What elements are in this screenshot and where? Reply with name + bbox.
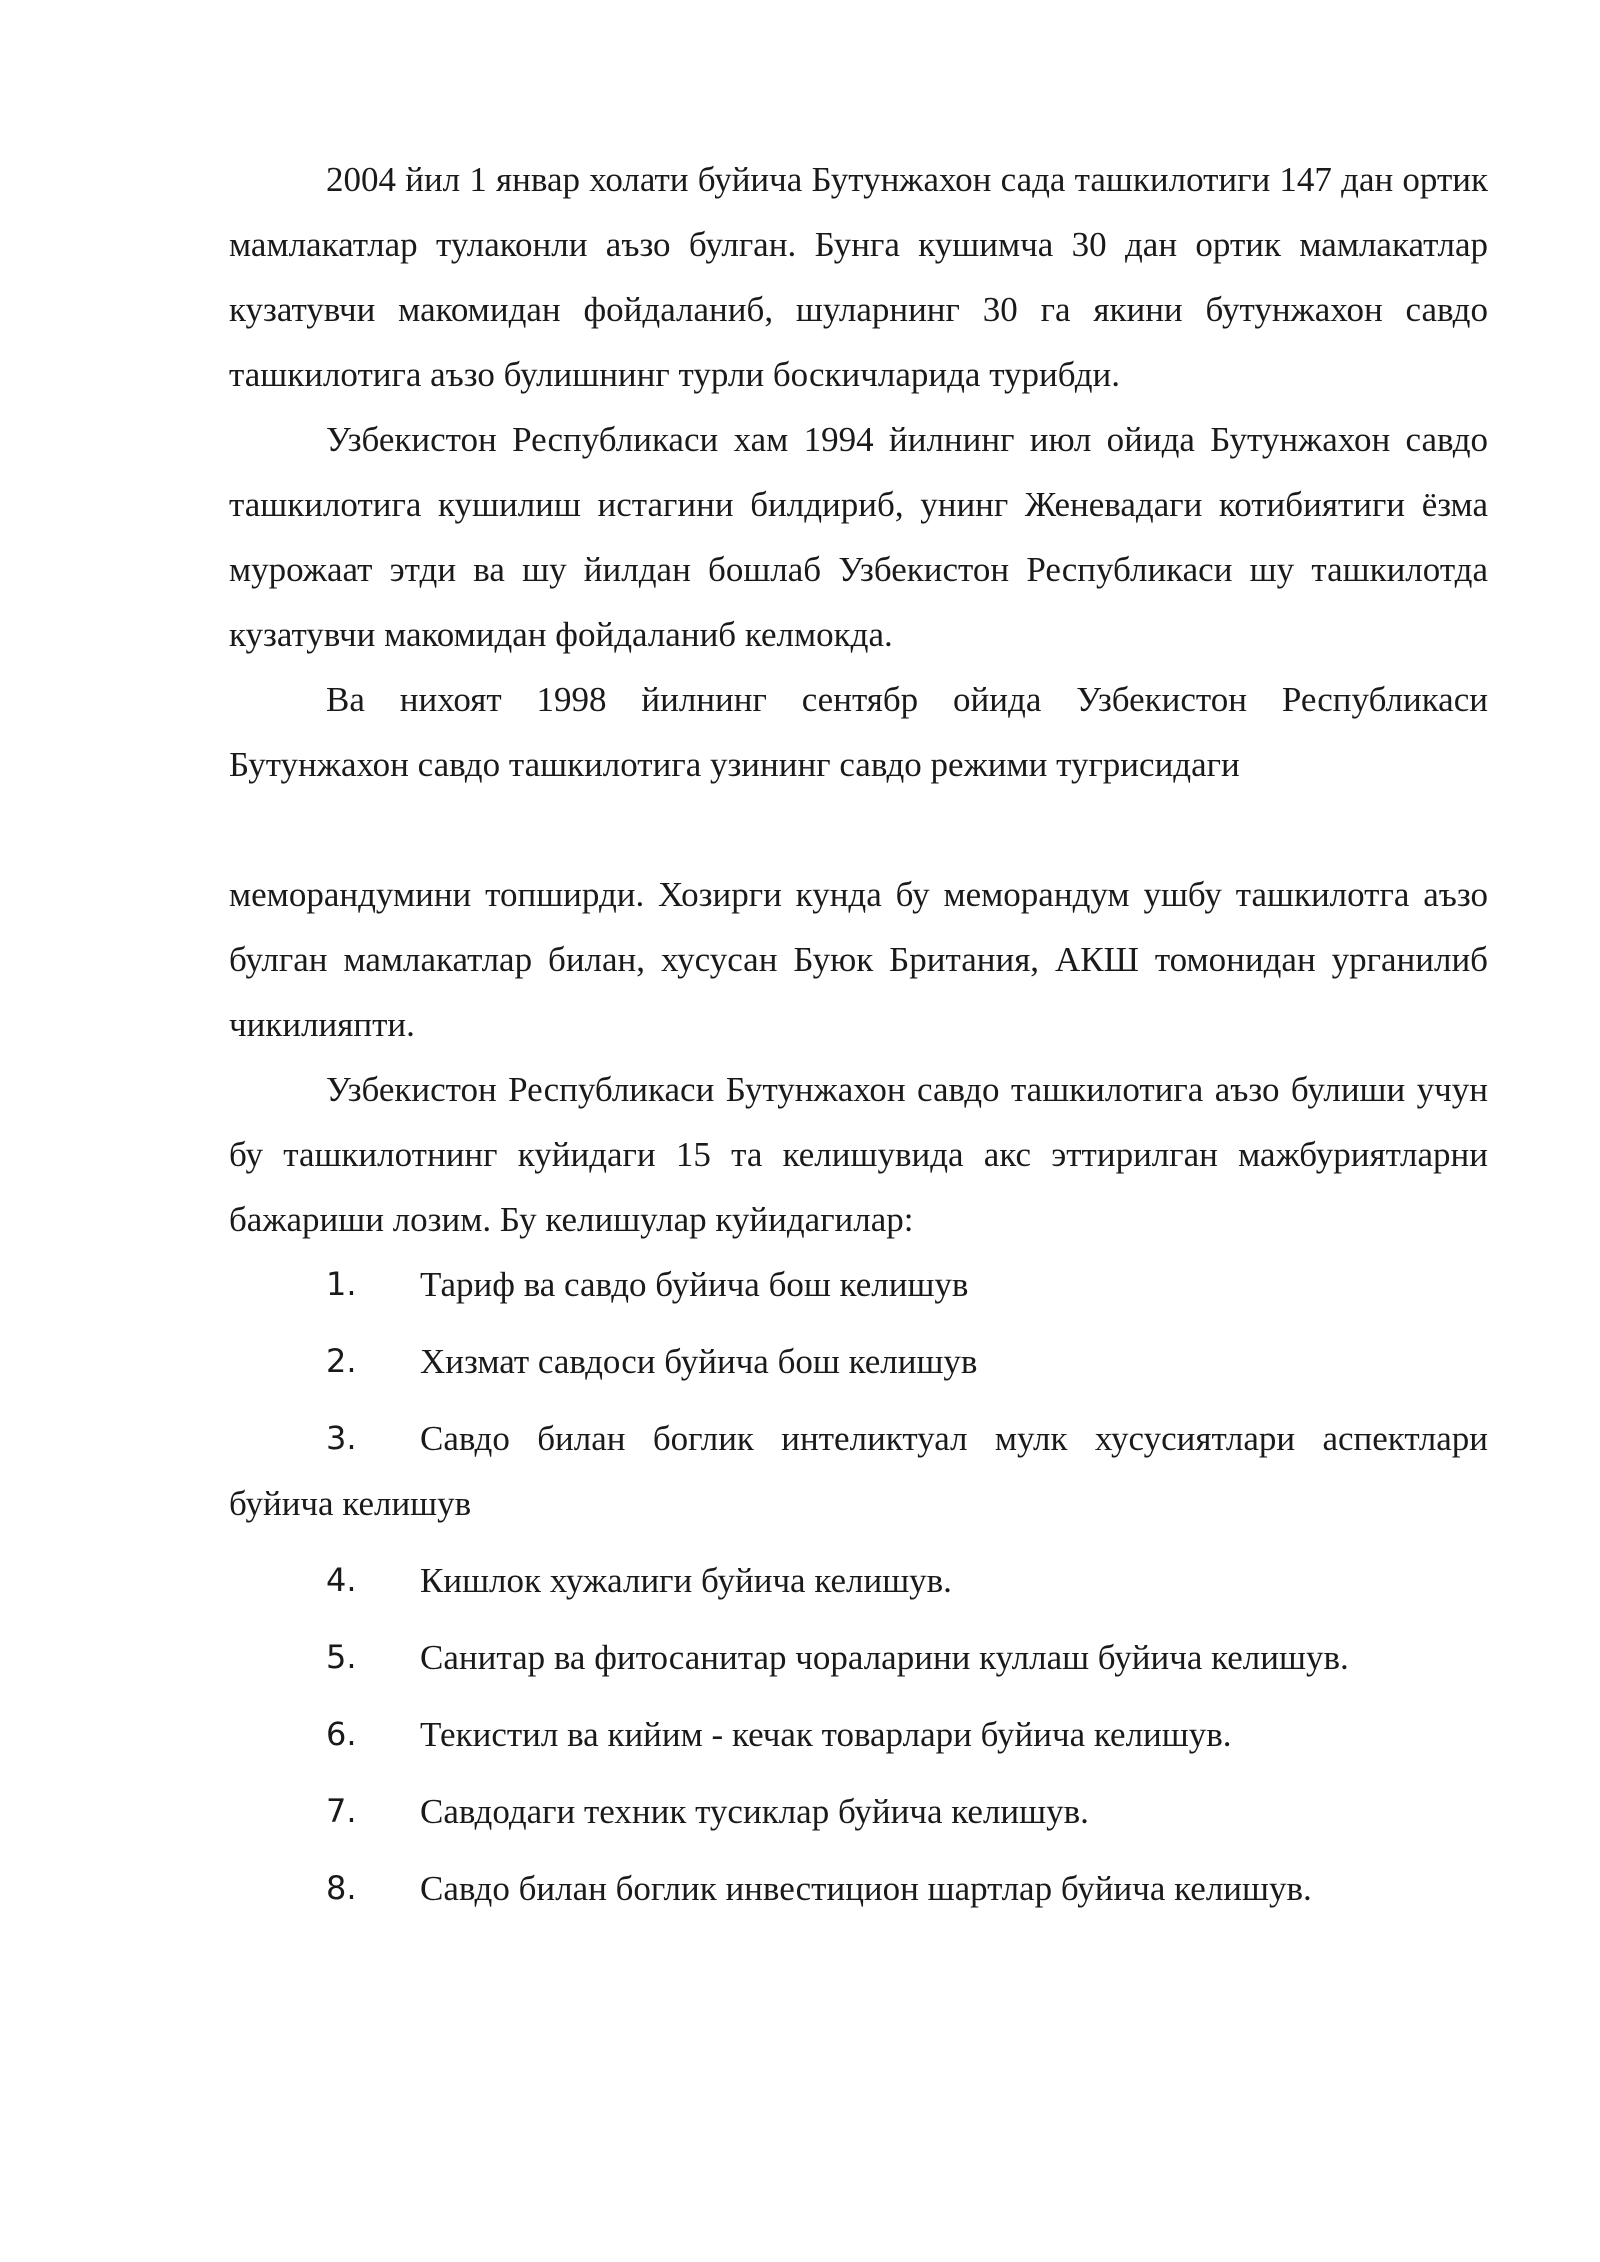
- list-item-text: Савдо билан боглик интеликтуал мулк хусусиятлари аспектлари буйича келишув: [229, 1419, 1488, 1523]
- list-item-text: Савдо билан боглик инвестицион шартлар буйича келишув.: [420, 1869, 1312, 1908]
- list-item-number: 1.: [326, 1265, 357, 1303]
- list-item: [229, 1329, 1488, 1394]
- list-item: [229, 1779, 1488, 1844]
- list-item-text: Тариф ва савдо буйича бош келишув: [420, 1265, 969, 1304]
- page-break-gap: [229, 797, 1488, 862]
- paragraph-uzbekistan-application: Узбекистон Республикаси хам 1994 йилнинг июл ойида Бутунжахон савдо ташкилотига кушилиш истагини билдириб, унинг Женевадаги котибиятиги ёзма мурожаат этди ва шу йилдан бошлаб Узбекистон Республикаси шу ташкилотда кузатувчи макомидан фойдаланиб келмокда.: [229, 420, 1488, 654]
- paragraph-memorandum-start: Ва нихоят 1998 йилнинг сентябр ойида Узбекистон Республикаси Бутунжахон савдо ташкилотига узининг савдо режими тугрисидаги: [229, 680, 1488, 784]
- list-item: [229, 1856, 1488, 1921]
- agreements-list: [229, 1252, 1488, 1921]
- list-item-number: 6.: [326, 1715, 357, 1753]
- list-item-text: Кишлок хужалиги буйича келишув.: [420, 1561, 952, 1600]
- list-item-number: 2.: [326, 1342, 357, 1380]
- list-item-number: 7.: [326, 1792, 357, 1830]
- list-item-text: Текистил ва кийим - кечак товарлари буйича келишув.: [420, 1715, 1232, 1754]
- list-item: [229, 1702, 1488, 1767]
- document-body: [229, 147, 1488, 1933]
- paragraph-agreements-intro: Узбекистон Республикаси Бутунжахон савдо ташкилотига аъзо булиши учун бу ташкилотнинг куйидаги 15 та келишувида акс эттирилган мажбуриятларни бажариши лозим. Бу келишулар куйидагилар:: [229, 1070, 1488, 1239]
- list-item-text: Санитар ва фитосанитар чораларини куллаш буйича келишув.: [420, 1638, 1349, 1677]
- paragraph-wto-membership: 2004 йил 1 январ холати буйича Бутунжахон сада ташкилотиги 147 дан ортик мамлакатлар тулаконли аъзо булган. Бунга кушимча 30 дан ортик мамлакатлар кузатувчи макомидан фойдаланиб, шуларнинг 30 га якини бутунжахон савдо ташкилотига аъзо булишнинг турли боскичларида турибди.: [229, 160, 1488, 394]
- list-item-text: Савдодаги техник тусиклар буйича келишув.: [420, 1792, 1089, 1831]
- paragraph-memorandum-continued: меморандумини топширди. Хозирги кунда бу меморандум ушбу ташкилотга аъзо булган мамлакатлар билан, хусусан Буюк Британия, АКШ томонидан урганилиб чикилияпти.: [229, 875, 1488, 1044]
- list-item-number: 8.: [326, 1869, 357, 1907]
- list-item-number: 3.: [326, 1419, 357, 1457]
- list-item: [229, 1548, 1488, 1613]
- list-item-text: Хизмат савдоси буйича бош келишув: [420, 1342, 978, 1381]
- list-item: [229, 1406, 1488, 1536]
- list-item: [229, 1252, 1488, 1317]
- list-item: [229, 1625, 1488, 1690]
- list-item-number: 4.: [326, 1561, 357, 1599]
- list-item-number: 5.: [326, 1638, 357, 1676]
